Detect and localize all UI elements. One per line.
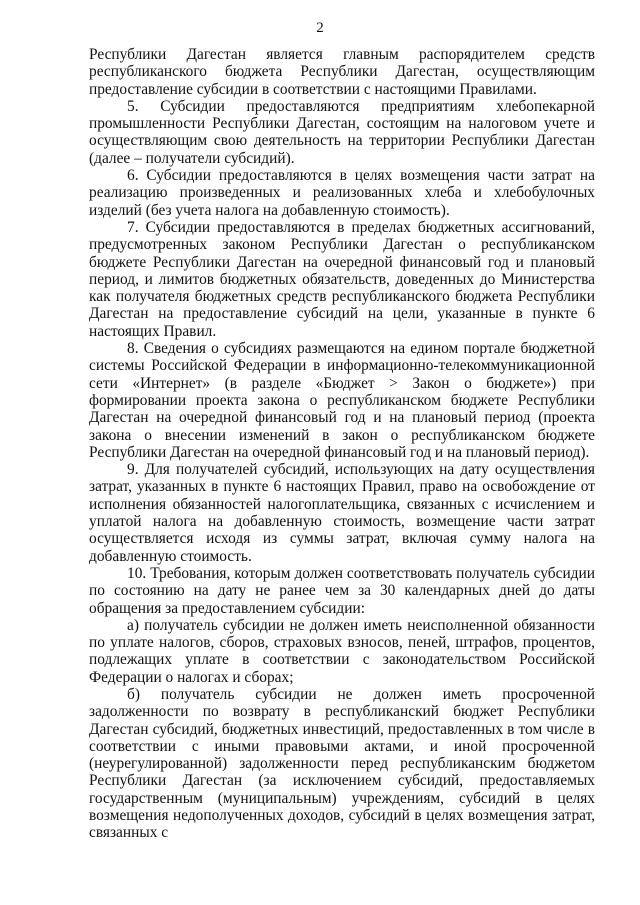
paragraph-10-a: а) получатель субсидии не должен иметь неисполненной обязанности по уплате налогов, сборов, страховых взносов, пеней, штрафов, процентов, подлежащих уплате в соответствии с законодательством Российской Федерации о налогах и сборах;	[89, 616, 595, 686]
paragraph-5: 5. Субсидии предоставляются предприятиям хлебопекарной промышленности Республики Дагестан, состоящим на налоговом учете и осуществляющим свою деятельность на территории Республики Дагестан (далее – получатели субсидий).	[89, 97, 595, 167]
document-body	[89, 46, 595, 842]
paragraph-6: 6. Субсидии предоставляются в целях возмещения части затрат на реализацию произведенных и реализованных хлеба и хлебобулочных изделий (без учета налога на добавленную стоимость).	[89, 167, 595, 219]
paragraph-10-b: б) получатель субсидии не должен иметь просроченной задолженности по возврату в республиканский бюджет Республики Дагестан субсидий, бюджетных инвестиций, предоставленных в том числе в соответствии с иными правовыми актами, и иной просроченной (неурегулированной) задолженности перед республиканским бюджетом Республики Дагестан (за исключением субсидий, предоставляемых государственным (муниципальным) учреждениям, субсидий в целях возмещения недополученных доходов, субсидий в целях возмещения затрат, связанных с	[89, 685, 595, 842]
paragraph-continuation: Республики Дагестан является главным распорядителем средств республиканского бюджета Республики Дагестан, осуществляющим предоставление субсидии в соответствии с настоящими Правилами.	[89, 46, 595, 98]
paragraph-10: 10. Требования, которым должен соответствовать получатель субсидии по состоянию на дату не ранее чем за 30 календарных дней до даты обращения за предоставлением субсидии:	[89, 564, 595, 617]
paragraph-7: 7. Субсидии предоставляются в пределах бюджетных ассигнований, предусмотренных законом Республики Дагестан о республиканском бюджете Республики Дагестан на очередной финансовый год и плановый период, и лимитов бюджетных обязательств, доведенных до Министерства как получателя бюджетных средств республиканского бюджета Республики Дагестан на предоставление субсидий на цели, указанные в пункте 6 настоящих Правил.	[89, 218, 595, 340]
paragraph-8: 8. Сведения о субсидиях размещаются на едином портале бюджетной системы Российской Федерации в информационно-телекоммуникационной сети «Интернет» (в разделе «Бюджет > Закон о бюджете») при формировании проекта закона о республиканском бюджете Республики Дагестан на очередной финансовый год и на плановый период (проекта закона о внесении изменений в закон о республиканском бюджете Республики Дагестан на очередной финансовый год и на плановый период).	[89, 340, 595, 461]
paragraph-9: 9. Для получателей субсидий, использующих на дату осуществления затрат, указанных в пункте 6 настоящих Правил, право на освобождение от исполнения обязанностей налогоплательщика, связанных с исчислением и уплатой налога на добавленную стоимость, возмещение части затрат осуществляется исходя из суммы затрат, включая сумму налога на добавленную стоимость.	[89, 461, 595, 565]
page-number: 2	[316, 20, 324, 36]
